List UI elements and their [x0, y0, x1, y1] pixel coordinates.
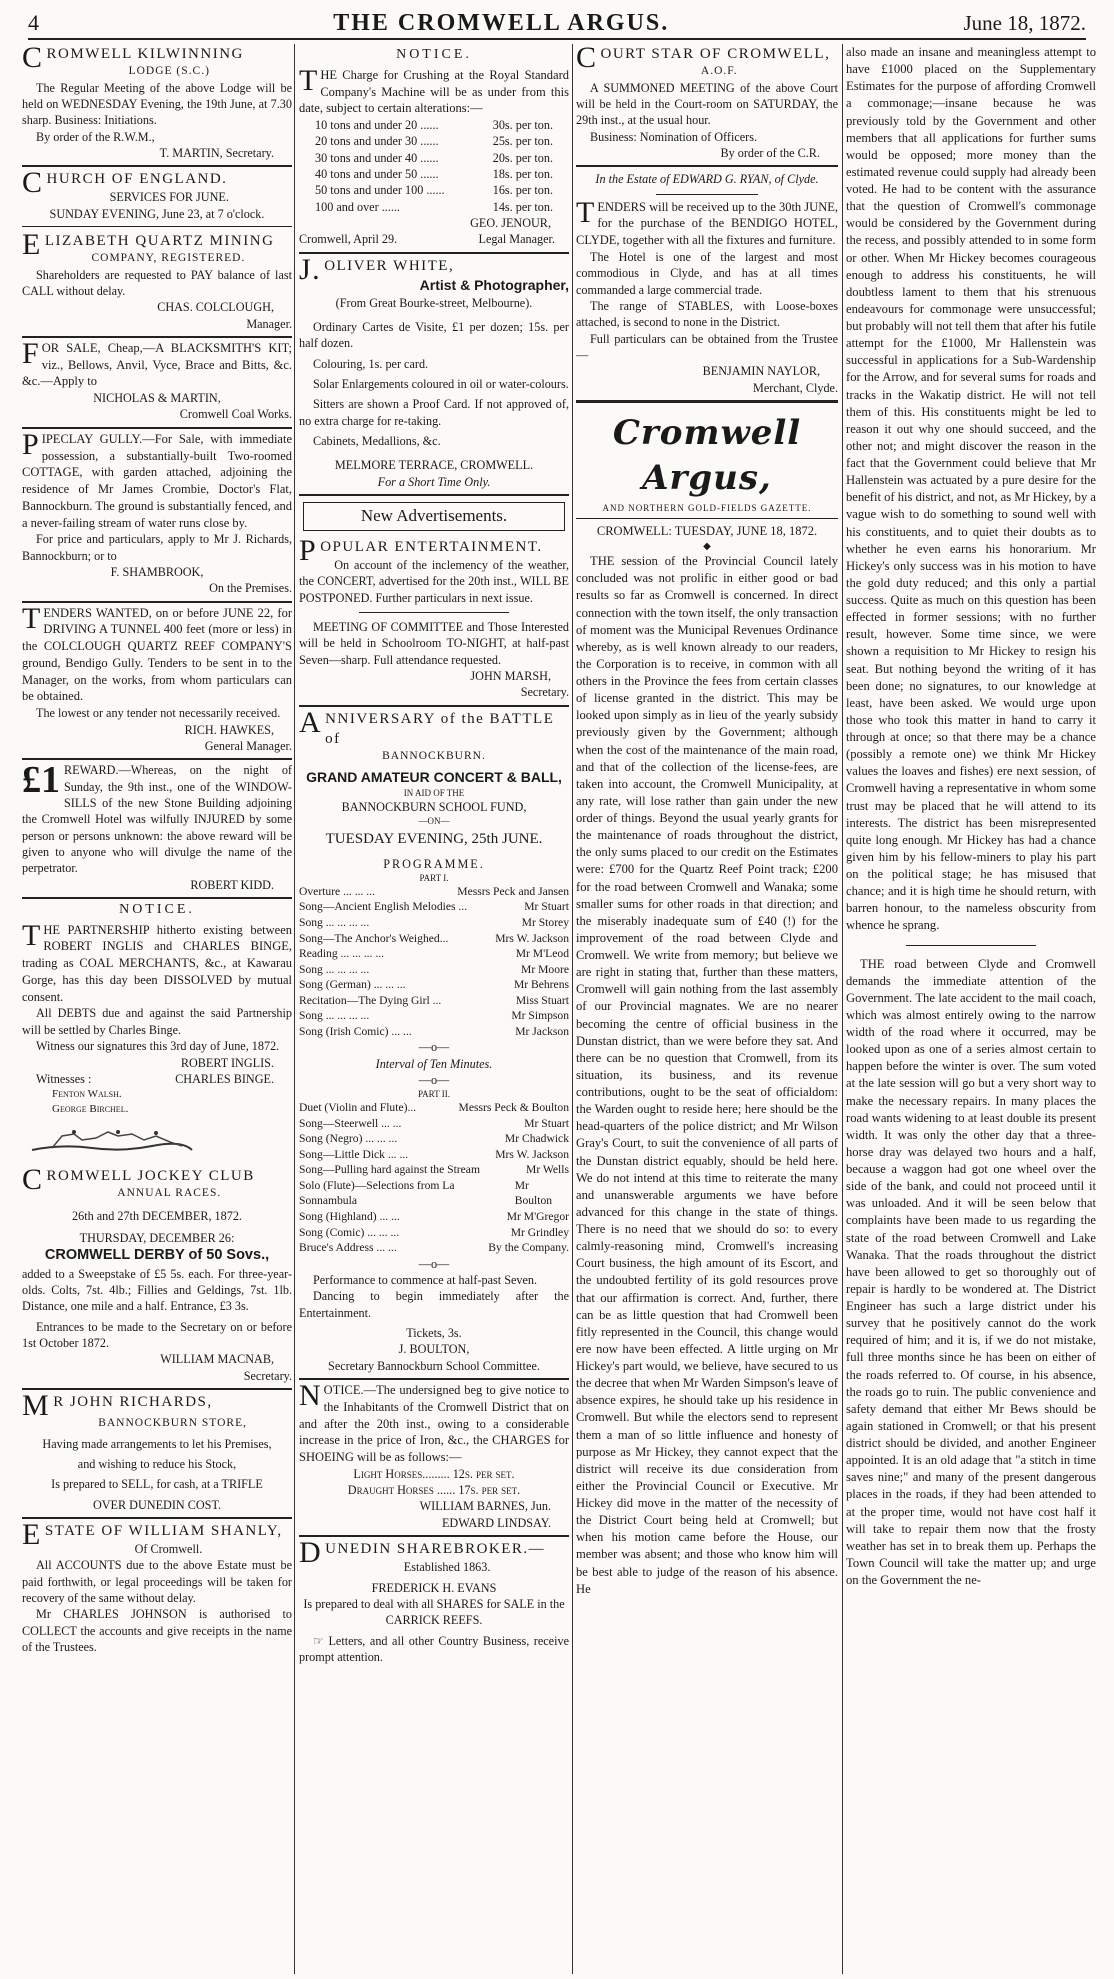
ad-line: SUNDAY EVENING, June 23, at 7 o'clock.	[49, 206, 265, 221]
rate-quantity: 100 and over ......	[315, 199, 400, 214]
programme-item: Song—Little Dick ... ...	[299, 1147, 409, 1161]
ad-body: All DEBTS due and against the said Partnership will be settled by Charles Binge.	[22, 1006, 292, 1037]
programme-row	[299, 1100, 569, 1116]
ad-line: GRAND AMATEUR CONCERT & BALL,	[306, 769, 562, 786]
ad-body: MEETING OF COMMITTEE and Those Interested will be held in Schoolroom TO-NIGHT, at half-past Seven—sharp. Full attendance requested.	[299, 619, 569, 667]
column-2	[299, 44, 569, 1974]
divider-ornament: ◆	[703, 540, 711, 552]
programme-row	[299, 1178, 569, 1209]
programme-part-1	[299, 884, 569, 1039]
ad-signature: WILLIAM MACNAB,	[160, 1352, 274, 1367]
column-rule	[842, 44, 843, 1974]
ad-partnership	[22, 901, 292, 1117]
programme-item: Song (Irish Comic) ... ...	[299, 1024, 412, 1038]
programme-item: Song (German) ... ... ...	[299, 978, 406, 992]
ad-heading: ELIZABETH QUARTZ MINING	[22, 228, 275, 261]
ad-body: Solar Enlargements coloured in oil or water-colours.	[313, 376, 569, 391]
ad-line: and wishing to reduce his Stock,	[77, 1456, 237, 1471]
programme-heading: PROGRAMME.	[383, 856, 485, 871]
programme-row	[299, 899, 569, 915]
ad-shanly-estate	[22, 1517, 292, 1656]
ad-body: All ACCOUNTS due to the above Estate must be paid forthwith, or legal proceedings will be taken for recovery of the same without delay.	[22, 1558, 292, 1606]
programme-item: Song—Steerwell ... ...	[299, 1116, 402, 1130]
ad-body: added to a Sweepstake of £5 5s. each. For three-year-olds. Colts, 7st. 4lb.; Fillies and Geldings, 7st. 1lb. Distance, one mile and a half. Entrance, £3 3s.	[22, 1266, 292, 1314]
reward-amount: £1	[22, 759, 60, 802]
ad-body: TENDERS WANTED, on or before JUNE 22, for DRIVING A TUNNEL 400 feet (more or less) in the COLCLOUGH QUARTZ REEF COMPANY'S ground, Bendigo Gully. Tenders to be sent in to the Manager, on the works, from whom particulars can be obtained.	[22, 601, 292, 704]
ad-body: Colouring, 1s. per card.	[313, 356, 429, 371]
ad-shoeing	[299, 1379, 569, 1531]
ad-signature: J. BOULTON,	[398, 1342, 470, 1357]
ad-body: On account of the inclemency of the weather, the CONCERT, advertised for the 20th inst., WILL BE POSTPONED. Further particulars in next issue.	[299, 557, 569, 605]
column-3	[576, 44, 838, 1974]
programme-performer: Messrs Peck and Jansen	[457, 884, 569, 898]
rate-price: 30s. per ton.	[492, 118, 553, 132]
programme-item: Song ... ... ... ...	[299, 1009, 370, 1023]
issue-date: June 18, 1872.	[963, 10, 1086, 35]
ad-body: Business: Nomination of Officers.	[590, 129, 757, 144]
programme-row	[299, 1209, 569, 1225]
programme-performer: Mr M'Leod	[515, 947, 569, 961]
ad-body: FOR SALE, Cheap,—A BLACKSMITH'S KIT; viz., Bellows, Anvil, Vyce, Brace and Bitts, &c. &c.—Apply to	[22, 336, 292, 389]
rate-price: 18s. per ton.	[492, 167, 553, 182]
rate-row	[299, 150, 569, 166]
programme-row	[299, 1131, 569, 1147]
programme-performer: Mr Wells	[526, 1163, 569, 1177]
programme-performer: Mr Boulton	[514, 1178, 553, 1208]
ad-heading: NOTICE.	[119, 901, 195, 917]
ad-pipeclay	[22, 427, 292, 597]
rate-row	[299, 133, 569, 149]
ad-subheading: A.O.F.	[700, 65, 738, 78]
ad-heading: POPULAR ENTERTAINMENT.	[299, 533, 543, 567]
ad-body: TENDERS will be received up to the 30th JUNE, for the purchase of the BENDIGO HOTEL, CLYDE, together with all the fixtures and furniture.	[576, 195, 838, 248]
ad-oliver-white	[299, 252, 569, 490]
ad-subheading: LODGE (S.C.)	[128, 65, 210, 78]
ad-subheading: COMPANY, REGISTERED.	[91, 252, 246, 265]
part-heading: PART II.	[418, 1089, 450, 1100]
ad-signature: NICHOLAS & MARTIN,	[93, 391, 221, 406]
ad-address: MELMORE TERRACE, CROMWELL.	[334, 458, 534, 473]
ad-subheading: BANNOCKBURN.	[382, 749, 486, 762]
ad-body: ☞ Letters, and all other Country Business, receive prompt attention.	[299, 1633, 569, 1664]
rate-price: 25s. per ton.	[492, 134, 553, 149]
column-rule	[572, 44, 573, 1974]
rate-quantity: 30 tons and under 40 ......	[315, 150, 439, 165]
ad-popular-entertainment	[299, 533, 569, 701]
programme-row	[299, 993, 569, 1009]
programme-item: Song (Negro) ... ... ...	[299, 1132, 398, 1146]
newspaper-title: THE CROMWELL ARGUS.	[333, 9, 670, 36]
ad-body: Is prepared to deal with all SHARES for SALE in the CARRICK REEFS.	[303, 1596, 565, 1628]
ad-sharebroker	[299, 1536, 569, 1665]
ad-line: OVER DUNEDIN COST.	[92, 1497, 222, 1512]
editorial-dateline: CROMWELL: TUESDAY, JUNE 18, 1872.	[596, 524, 818, 539]
programme-item: Bruce's Address ... ...	[299, 1241, 397, 1255]
ad-role: Manager.	[246, 316, 292, 331]
programme-row	[299, 1162, 569, 1178]
ad-signature: T. MARTIN, Secretary.	[159, 145, 274, 160]
ad-heading: CROMWELL KILWINNING	[22, 44, 244, 74]
editorial-road: THE road between Clyde and Cromwell demands the immediate attention of the Government. The late accident to the mail coach, which was almost entirely owing to the narrow width of the road where it occurred, may be looked upon as one of a series almost certain to happen before the winter is over. The sum voted at the late session will go but a very short way to make the necessary repairs. In many places the road wants widening to at least double its present width. It was only the other day that a three-horse dray was delayed two hours and a half, because a waggon had got one wheel over the side of the bank, and could not proceed until it was unloaded. And it will be seen below that complaints have been made to us regarding the state of the road between Cromwell and Lake Wanaka. That the roads throughout the district have been allowed to get so thoroughly out of repair is hardly to be wondered at. The District Engineer has such a large district under his survey that he positively cannot do the work required of him; and it is, if we do not mistake, full three months since he has been on either of the roads referred to. Of course, in his absence, the roads go to ruin. The public convenience and safety demand that either Mr Bews should be again stationed in Cromwell; or that his present district should be divided, and another Engineer appointed. It is an old adage that "a stitch in time saves nine;" and many of the present dangerous places in the roads, if they had been attended to at the proper time, would not have cost half it will take to repair them now that the frosty weather has set in to break them up. Perhaps the Town Council will take the matter up; and urge on the Government the ne-	[846, 956, 1096, 1587]
programme-performer: Mr Simpson	[511, 1009, 569, 1023]
rate-quantity: 20 tons and under 30 ......	[315, 134, 439, 149]
ad-reward	[22, 759, 292, 893]
ad-tenders-tunnel	[22, 601, 292, 755]
racehorse-illustration	[22, 1124, 202, 1158]
divider: —o—	[418, 1256, 450, 1271]
programme-performer: Mr M'Gregor	[506, 1210, 569, 1224]
ad-role: General Manager.	[204, 738, 292, 753]
ad-heading: COURT STAR OF CROMWELL,	[576, 44, 831, 74]
ad-body: NOTICE.—The undersigned beg to give notice to the Inhabitants of the Cromwell District that on and after the 20th inst., owing to a considerable increase in the price of Iron, &c., the CHARGES for SHOEING will be as follows:—	[299, 1379, 569, 1465]
ad-role: Legal Manager.	[478, 232, 555, 247]
ad-heading: DUNEDIN SHAREBROKER.—	[299, 1536, 546, 1570]
ad-body: Mr CHARLES JOHNSON is authorised to COLLECT the accounts and give receipts in the name of the Trustees.	[22, 1607, 292, 1655]
ad-line: TUESDAY EVENING, 25th JUNE.	[325, 831, 543, 848]
ad-john-richards	[22, 1389, 292, 1513]
programme-performer: Mr Behrens	[513, 978, 569, 992]
programme-item: Song (Comic) ... ... ...	[299, 1225, 400, 1239]
ad-body: The Regular Meeting of the above Lodge will be held on WEDNESDAY Evening, the 19th June, at 7.30 sharp. Business: Initiations.	[22, 80, 292, 128]
programme-performer: Mr Stuart	[524, 1116, 569, 1130]
programme-row	[299, 946, 569, 962]
rate-price: 14s. per ton.	[492, 199, 553, 214]
ad-body: A SUMMONED MEETING of the above Court will be held in the Court-room on SATURDAY, the 29th inst., at the usual hour.	[576, 80, 838, 128]
programme-performer: Mr Jackson	[515, 1024, 569, 1038]
ad-line: BANNOCKBURN SCHOOL FUND,	[341, 800, 527, 815]
ad-heading: NOTICE.	[396, 47, 472, 62]
programme-item: Song ... ... ... ...	[299, 915, 370, 929]
ad-line: SERVICES FOR JUNE.	[109, 190, 229, 205]
ad-body: REWARD.—Whereas, on the night of Sunday, the 9th inst., one of the WINDOW-SILLS of the new Stone Building adjoining the Cromwell Hotel was wilfully INJURED by some person or persons unknown: the above reward will be given to anyone who will divulge the name of the perpetrator.	[22, 763, 292, 876]
ad-for-sale	[22, 336, 292, 423]
ad-role: Secretary.	[243, 1368, 292, 1383]
ad-jockey-club	[22, 1163, 292, 1384]
programme-row	[299, 1024, 569, 1040]
ad-body: Dancing to begin immediately after the Entertainment.	[299, 1289, 569, 1320]
ad-signature: JOHN MARSH,	[470, 668, 551, 683]
programme-row	[299, 931, 569, 947]
ad-signature: WILLIAM BARNES, Jun.	[419, 1499, 551, 1514]
rate-quantity: 40 tons and under 50 ......	[315, 167, 439, 182]
programme-item: Reading ... ... ... ...	[299, 947, 385, 961]
ad-role: Cromwell Coal Works.	[179, 407, 292, 422]
ad-heading: ANNIVERSARY of the BATTLE of	[299, 705, 555, 747]
ad-quartz-mining	[22, 228, 292, 332]
ad-body: THE Charge for Crushing at the Royal Standard Company's Machine will be as under from this date, subject to certain alterations:—	[299, 63, 569, 116]
programme-row	[299, 1240, 569, 1256]
ad-role: Secretary.	[520, 685, 569, 700]
ad-heading: J.OLIVER WHITE,	[299, 252, 455, 286]
programme-row	[299, 1116, 569, 1132]
ad-line: Interval of Ten Minutes.	[375, 1056, 493, 1071]
programme-performer: By the Company.	[488, 1241, 569, 1255]
ad-body: Full particulars can be obtained from the Trustee—	[576, 331, 838, 362]
ad-signature: EDWARD LINDSAY.	[441, 1515, 551, 1530]
ad-body: For price and particulars, apply to Mr J. Richards, Bannockburn; or to	[22, 532, 292, 563]
ad-signature: BENJAMIN NAYLOR,	[702, 364, 820, 379]
editorial-masthead: Cromwell Argus,	[612, 412, 802, 499]
ad-line: 26th and 27th DECEMBER, 1872.	[72, 1208, 242, 1223]
witness-name: Fenton Walsh.	[52, 1088, 122, 1101]
rate-row	[299, 182, 569, 198]
ad-heading: CHURCH OF ENGLAND.	[22, 166, 228, 200]
rate-price: 16s. per ton.	[492, 183, 553, 198]
ad-line: (From Great Bourke-street, Melbourne).	[335, 295, 533, 310]
ad-signature: By order of the C.R.	[720, 145, 820, 160]
ad-line: Is prepared to SELL, for cash, at a TRIFLE	[51, 1477, 263, 1492]
rate-row	[299, 166, 569, 182]
ad-line: FREDERICK H. EVANS	[371, 1580, 497, 1595]
ad-signature: ROBERT KIDD.	[190, 877, 274, 892]
ad-body: Entrances to be made to the Secretary on or before 1st October 1872.	[22, 1319, 292, 1350]
ad-church	[22, 166, 292, 222]
programme-item: Song—Pulling hard against the Stream	[299, 1163, 480, 1177]
programme-row	[299, 977, 569, 993]
witnesses-label: Witnesses :	[36, 1071, 92, 1086]
ad-body: Sitters are shown a Proof Card. If not approved of, no extra charge for re-taking.	[299, 397, 569, 428]
ad-signature: ROBERT INGLIS.	[180, 1055, 274, 1070]
programme-item: Song—Ancient English Melodies ...	[299, 900, 468, 914]
rate-row	[299, 199, 569, 215]
page-number: 4	[28, 10, 39, 35]
ad-bannockburn-concert	[299, 705, 569, 1374]
programme-item: Duet (Violin and Flute)...	[299, 1101, 417, 1115]
programme-performer: Mr Storey	[521, 915, 569, 929]
ad-line: Tickets, 3s.	[406, 1325, 462, 1340]
ad-line: Established 1863.	[403, 1560, 491, 1575]
programme-item: Overture ... ... ...	[299, 884, 375, 898]
column-4	[846, 44, 1096, 1974]
programme-item: Song (Highland) ... ...	[299, 1210, 400, 1224]
ad-place: Cromwell, April 29.	[299, 232, 398, 247]
editorial-continued: also made an insane and meaningless attempt to have £1000 placed on the Supplementary Estimates for the purpose of affording Cromwell a commonage;—insane because he was previously told by the Government and other members that all applications for further sums would be opposed; more money than the estimated revenue could supply had already been voted. He had to be content with the assurance that the question of Cromwell's commonage would be considered by the Government during the recess, and possibly attended to in some form or other. When Mr Hickey becomes courageous enough to address his constituents, he will doubtless lament to them that his strenuous endeavours for commonage were unsuccessful; but probably will not tell them that after his futile attempt for the £1000, Mr Hallenstein was successful in applications for a Sub-Wardenship for the Arrow, and for several sums for roads and tracks in the Wakatip district. He will not tell them of this. His constituents might be led to reason it out why one should succeed, and the other not; and might discover the reason in the fact that the Government could believe that Mr Hallenstein was actuated by a pure desire for the benefit of his district, and not, as Mr Hickey, by a vague wish to do something to sound well with his constituents, and to quiet their doubts as to whether he even earns his honorarium. Mr Hickey's only success was in his motion to have the gold duty reduced; and this only a partial success. Quite as much on this question has been effected in former sessions; with no further result, however. Some time since, we were shown a requisition to Mr Hickey to resign his seat. But nothing beyond the writing of it has been done; no signatures, to our knowledge at least, have been asked. We would urge upon those who took this matter in hand to carry it through at once; so that there may be a chance (possibly a remote one) we think Mr Hickey values the loaves and fishes) ere next session, of Cromwell having a representative in whom some trust may be placed that he will attend to its interests. The district has been misrepresented quite long enough. Mr Hickey has had a chance given him by his fellow-miners to play his part on the political stage; he has misused that chance; and it is high time he should return, with barren honour, to the nameless obscurity from whence he sprang.	[846, 45, 1096, 933]
divider: —o—	[418, 1040, 450, 1055]
ad-signature: GEO. JENOUR,	[470, 216, 551, 231]
ad-signature: RICH. HAWKES,	[184, 722, 274, 737]
rate-price: 20s. per ton.	[492, 150, 553, 165]
ad-role: On the Premises.	[209, 581, 292, 596]
rate-quantity: 50 tons and under 100 ......	[315, 183, 445, 198]
ad-signature: F. SHAMBROOK,	[110, 565, 204, 579]
ad-line: For a Short Time Only.	[377, 474, 491, 489]
ad-body: Witness our signatures this 3rd day of June, 1872.	[36, 1039, 280, 1054]
ad-role: Merchant, Clyde.	[753, 380, 838, 395]
ad-signature: CHAS. COLCLOUGH,	[157, 300, 274, 315]
programme-performer: Mr Chadwick	[504, 1132, 569, 1146]
ad-body: THE PARTNERSHIP hitherto existing between ROBERT INGLIS and CHARLES BINGE, trading as COAL MERCHANTS, &c., at Kawarau Gorge, has this day been DISSOLVED by mutual consent.	[22, 918, 292, 1004]
rate-line: Draught Horses ...... 17s. per set.	[347, 1483, 521, 1498]
programme-row	[299, 1147, 569, 1163]
ad-role: Secretary Bannockburn School Committee.	[328, 1358, 540, 1373]
programme-item: Solo (Flute)—Selections from La Sonnambula	[299, 1178, 455, 1208]
ad-body: Cabinets, Medallions, &c.	[313, 434, 441, 448]
ad-body: PIPECLAY GULLY.—For Sale, with immediate possession, a substantially-built Two-roomed COTTAGE, with garden attached, adjoining the residence of Mr James Crombie, Doctor's Flat, Bannockburn. The ground is substantially fenced, and a never-failing stream of water runs close by.	[22, 427, 292, 530]
programme-item: Song—The Anchor's Weighed...	[299, 931, 449, 945]
crushing-rates	[299, 117, 569, 215]
ad-line: Having made arrangements to let his Premises,	[42, 1436, 272, 1451]
ad-court-star	[576, 44, 838, 161]
rate-line: Light Horses......... 12s. per set.	[353, 1466, 515, 1481]
programme-row	[299, 915, 569, 931]
programme-performer: Messrs Peck & Boulton	[458, 1101, 569, 1115]
ad-heading: MR JOHN RICHARDS,	[22, 1389, 213, 1423]
programme-row	[299, 884, 569, 900]
ad-heading: CROMWELL JOCKEY CLUB	[22, 1163, 255, 1196]
estate-heading: In the Estate of EDWARD G. RYAN, of Clyde.	[595, 172, 819, 187]
programme-performer: Mrs W. Jackson	[495, 931, 569, 945]
new-advertisements-banner: New Advertisements.	[303, 502, 565, 531]
ad-line: CROMWELL DERBY of 50 Sovs.,	[44, 1247, 270, 1264]
ad-body: The range of STABLES, with Loose-boxes attached, is second to none in the District.	[576, 298, 838, 330]
ad-bendigo-hotel	[576, 195, 838, 396]
witness-name: George Birchel.	[52, 1102, 129, 1115]
programme-row	[299, 1225, 569, 1241]
programme-row	[299, 962, 569, 978]
programme-item: Song ... ... ... ...	[299, 962, 370, 976]
ad-line: THURSDAY, DECEMBER 26:	[79, 1230, 235, 1245]
ad-crushing-charges	[299, 46, 569, 248]
ad-body: By order of the R.W.M.,	[36, 129, 155, 144]
programme-performer: Miss Stuart	[515, 993, 569, 1007]
column-1	[22, 44, 292, 1974]
ad-body: The lowest or any tender not necessarily received.	[36, 706, 281, 721]
ad-body: Ordinary Cartes de Visite, £1 per dozen; 15s. per half dozen.	[299, 319, 569, 351]
ad-subheading: Of Cromwell.	[134, 1541, 203, 1556]
programme-performer: Mr Grindley	[510, 1225, 569, 1239]
rate-row	[299, 117, 569, 133]
programme-performer: Mrs W. Jackson	[495, 1147, 569, 1161]
masthead	[28, 8, 1086, 40]
programme-performer: Mr Stuart	[524, 900, 569, 914]
programme-part-2	[299, 1100, 569, 1255]
ad-body: Shareholders are requested to PAY balance of last CALL without delay.	[22, 267, 292, 298]
column-rule	[294, 44, 295, 1974]
ad-heading: ESTATE OF WILLIAM SHANLY,	[22, 1517, 283, 1551]
ad-subheading: BANNOCKBURN STORE,	[98, 1417, 247, 1430]
ad-line: IN AID OF THE	[403, 787, 465, 798]
rate-quantity: 10 tons and under 20 ......	[315, 118, 439, 132]
editorial-text: THE session of the Provincial Council lately concluded was not prolific in either good or bad results so far as Cromwell is concerned. In direct connection with the town itself, the only transaction of moment was the Municipal Revenues Ordinance whereby, as is well known already to our readers, the Corporation is to receive, in common with all others in the Province the fees from certain classes of license granted in the district. This may be looked upon simply as in lieu of the yearly subsidy previously given by the Government; although when the cost of the maintenance of the main road, and that of the collection of the license-fees, are taken into account, the Cromwell Municipality, at any rate, will lose rather than gain under the new order of things. Beyond the usual yearly grants for the maintenance of roads throughout the district, the only sums placed to our credit on the Estimates were: £700 for the Quartz Reef Point track; £200 for the road between Cromwell and Wanaka; some smaller sums for other roads in that direction; and the miserably inadequate sum of £40 (!) for the improvement of the road between Clyde and Cromwell. We write from memory; but believe we are right in stating that, further than these matters, Cromwell will gain nothing from the last assembly of our Provincial magnates. We are no nearer becoming the centre of official business in the Dunstan district, than we were before they sat. And there can be no question that Cromwell, from its situation, its business, and its revenue contributions, ought to be the seat of officialdom: the Warden ought to reside here; here should be the head-quarters of the police district; and Mr Wilson Gray's Court, to suit the convenience of all parts of the Dunstan district equably, should be held here. We do not intend at this time to reiterate the many and unanswerable arguments we have before advanced for this change in the state of things. There is no need that we should do so: to every calmly-reasoning mind, Cromwell's increasing Court business, the high amount of its Escort, and the undoubted fertility of its gold resources prove that our affirmation is correct. And, further, there can be as little question that had Cromwell been fitly represented in the Council, this change would ere now have been effected. A little urging on Mr Hickey's part would, we believe, have secured to us the decree that when Mr Warden Simpson's leave of absence expires, he should take up his residence in Cromwell. But while the electors send to represent them a man of so little influence and honesty of purpose as Mr Hickey, they cannot expect that the district will receive its due consideration from either the Provincial Council or Executive. Mr Hickey did move in the matter of the necessity of the District Court being held at Cromwell; but when his motion came before the House, our member was absent; and those who know him will be best able to judge of the reason of his absence. He	[576, 554, 838, 1596]
programme-row	[299, 1008, 569, 1024]
ad-signature: CHARLES BINGE.	[175, 1071, 274, 1086]
part-heading: PART I.	[419, 872, 449, 883]
editorial-masthead-sub: AND NORTHERN GOLD-FIELDS GAZETTE.	[602, 503, 812, 513]
ad-body: Performance to commence at half-past Seven.	[313, 1272, 538, 1287]
programme-performer: Mr Moore	[521, 962, 569, 976]
ad-subheading: Artist & Photographer,	[419, 276, 569, 293]
ad-body: The Hotel is one of the largest and most commodious in Clyde, and has at all times commanded a large commercial trade.	[576, 249, 838, 297]
divider: —o—	[418, 1072, 450, 1087]
ad-line: —ON—	[418, 816, 450, 827]
ad-kilwinning	[22, 44, 292, 161]
programme-item: Recitation—The Dying Girl ...	[299, 993, 442, 1007]
ad-subheading: ANNUAL RACES.	[117, 1187, 222, 1200]
